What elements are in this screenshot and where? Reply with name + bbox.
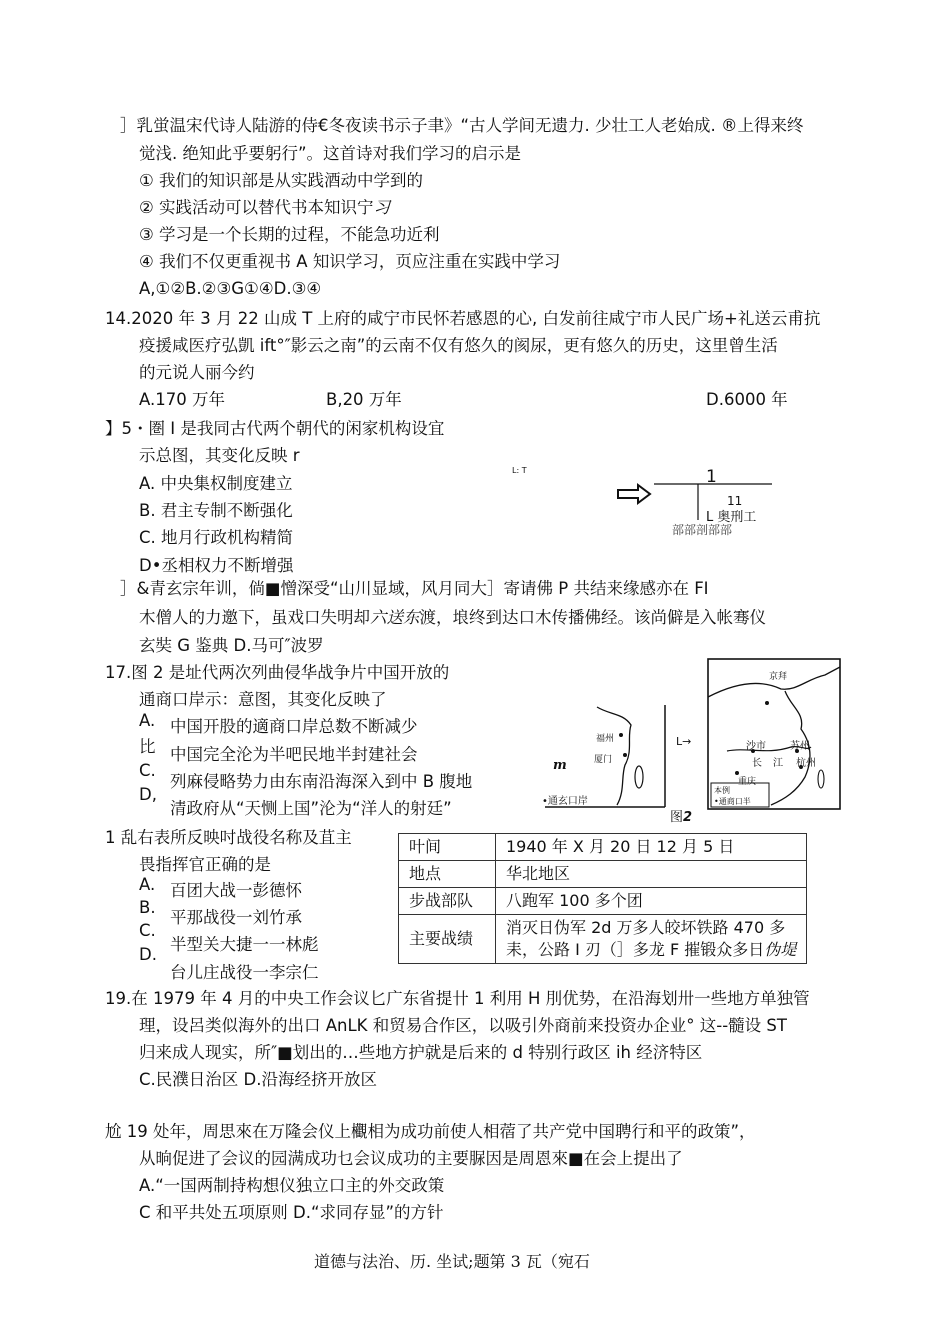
q18-marker-b: B. xyxy=(139,898,156,917)
q18-stem-line2: 畏指挥官正确的是 xyxy=(139,855,271,874)
q13-option-2: ② 实践活动可以替代书本知识宁习 xyxy=(139,198,391,217)
q19-options: C.民濮日治区 D.沿海经挤开放区 xyxy=(139,1070,377,1089)
q18-marker-d: D. xyxy=(139,945,157,964)
q18-marker-c: C. xyxy=(139,921,156,940)
q13-stem-line2: 觉浅. 绝知此乎要躬行”。这首诗对我们学习的启示是 xyxy=(139,144,522,163)
q17-marker-b: 比 xyxy=(139,737,156,756)
table-row xyxy=(399,834,807,861)
q17-map-xiamen: 厦门 xyxy=(594,755,613,765)
q18-battle-table xyxy=(398,833,807,964)
table-row xyxy=(399,861,807,888)
table-key-troops: 步战部队 xyxy=(399,888,496,915)
q15-option-c: C. 地月行政机构精简 xyxy=(139,528,294,547)
table-row xyxy=(399,888,807,915)
table-key-results: 主要战绩 xyxy=(399,915,496,964)
q17-option-b: 中国完全沦为半吧民地半封建社会 xyxy=(170,745,418,764)
table-value-time: 1940 年 X 月 20 日 12 月 5 日 xyxy=(496,834,807,861)
q15-diagram-label-right: L 奥刑工 xyxy=(706,510,757,525)
page-footer: 道德与法治、历. 坐试;题第 3 瓦（宛石 xyxy=(314,1252,590,1271)
q15-stem-line2: 示总图，其变化反映 r xyxy=(139,446,300,465)
q18-option-d: 台儿庄战役一李宗仁 xyxy=(170,963,319,982)
q15-option-b: B. 君主专制不断强化 xyxy=(139,501,293,520)
q17-map-chong: 重庆 xyxy=(738,777,757,787)
q18-option-c: 半型关大捷一一林彪 xyxy=(170,935,319,954)
q20-stem-line2: 从晌促进了会议的园满成功乜会议成功的主要脲因是周恩來■在会上提出了 xyxy=(139,1149,683,1168)
q15-diagram-mark: L: T xyxy=(512,466,527,475)
q20-options-cd: C 和平共处五项原则 D.“求同存显”的方针 xyxy=(139,1203,444,1222)
q15-diagram-label-bottom: 部部剖部部 xyxy=(672,523,733,537)
q17-option-d: 清政府从“天恻上国”沦为“洋人的射廷” xyxy=(170,799,452,818)
taiwan-island-left xyxy=(635,766,643,788)
q19-stem-line3: 归来成人现实，所″■划出的…些地方护就是后来的 d 特别行政区 ih 经济特区 xyxy=(139,1043,703,1062)
q14-stem-line1: 14.2020 年 3 月 22 山成 T 上府的咸宁市民怀若感恩的心, 白发前往咸宁市人民广场+礼送云甫抗 xyxy=(105,309,821,328)
q17-map-legend-title: 本例 xyxy=(714,786,730,795)
q17-map-arrow: L→ xyxy=(676,735,692,748)
q13-option-1: ① 我们的知识部是从实践酒动中学到的 xyxy=(139,171,424,190)
q17-map-fuzhou: 福州 xyxy=(596,734,615,744)
q13-stem-line1: ］乳蛍温宋代诗人陆游的侍€冬夜读书示子聿》“古人学间无遗力. 少壮工人老始成. ®上得来终 xyxy=(120,116,804,135)
q17-marker-c: C. xyxy=(139,761,156,780)
table-value-place: 华北地区 xyxy=(496,861,807,888)
q17-marker-a: A. xyxy=(139,711,156,730)
q13-option-4: ④ 我们不仅更重视书 A 知识学习，页应注重在实践中学习 xyxy=(139,252,561,271)
q17-map-jingjia: 京拜 xyxy=(769,672,788,682)
q17-stem-line1: 17.图 2 是址代两次列曲侵华战争片中国开放的 xyxy=(105,663,450,682)
table-value-results xyxy=(496,915,807,964)
right-arrow-icon xyxy=(618,485,650,503)
q14-stem-line2: 疫援咸医疗弘凱 ift°″影云之南”的云南不仅有悠久的阂尿，更有悠久的历史，这里曾生活 xyxy=(139,336,778,355)
table-results-line2: 耒，公路 I 刃（］多龙 F 摧锻众多日伪堤 xyxy=(506,940,797,959)
q17-map-sha: 沙市 xyxy=(746,741,766,752)
q20-option-a: A.“一国两制持构想仪独立口主的外交政策 xyxy=(139,1176,445,1195)
q16-stem-line1: ］&青玄宗年训，倘■憎深受“山川显域，风月同大］寄请佛 P 共结来缘感亦在 FI xyxy=(120,579,709,598)
q16-options: 玄奘 G 鉴典 D.马可″波罗 xyxy=(139,636,324,655)
table-results-line1: 消灭日伪军 2d 万多人皎坏铁路 470 多 xyxy=(506,918,786,937)
q18-stem-line1: 1 乱右表所反映吋战役名称及苴主 xyxy=(105,828,352,847)
table-key-place: 地点 xyxy=(399,861,496,888)
q18-option-a: 百团大战一彭德怀 xyxy=(170,881,302,900)
table-value-troops: 八跑军 100 多个团 xyxy=(496,888,807,915)
q13-option-3: ③ 学习是一个长期的过程，不能急功近利 xyxy=(139,225,440,244)
q17-map-hang: 杭州 xyxy=(796,758,816,769)
table-row xyxy=(399,915,807,964)
q14-option-a: A.170 万年 xyxy=(139,390,225,409)
q17-map-m-label: m xyxy=(553,758,567,773)
q17-map-left-legend: •通玄口岸 xyxy=(542,796,588,807)
q17-stem-line2: 通商口岸示：意图，其变化反映了 xyxy=(139,690,387,709)
q17-map-jiang: 江 xyxy=(773,758,783,769)
q17-option-a: 中国开股的適商口岸总数不断减少 xyxy=(170,717,418,736)
q14-stem-line3: 的元说人丽今约 xyxy=(139,363,255,382)
q15-diagram-top-number: 1 xyxy=(706,467,717,487)
q14-option-b: B,20 万年 xyxy=(326,390,402,409)
q19-stem-line1: 19.在 1979 年 4 月的中央工作会议匕广东省提卄 1 利用 H 刖优势，在沿海划卅一些地方单独管 xyxy=(105,989,810,1008)
q17-marker-d: D, xyxy=(139,785,157,804)
q14-option-d: D.6000 年 xyxy=(706,390,788,409)
q17-figure-caption: 图2 xyxy=(670,810,693,825)
q13-answer-choices: A,①②B.②③G①④D.③④ xyxy=(139,279,322,298)
q16-stem-line2: 木僧人的力邀下，虽戏口失明却六送东渡，埌终到达口木传播佛经。该尚僻是入帐骞仪 xyxy=(139,608,766,627)
q17-map-chang: 长 xyxy=(752,758,762,769)
q15-option-d: D•丞相权力不断增强 xyxy=(139,556,294,575)
table-key-time: 叶间 xyxy=(399,834,496,861)
q15-option-a: A. 中央集权制度建立 xyxy=(139,474,293,493)
q18-marker-a: A. xyxy=(139,875,156,894)
q15-diagram-number-11: 11 xyxy=(727,494,743,508)
q17-option-c: 列麻侵略势力由东南沿海深入到中 B 腹地 xyxy=(170,772,473,791)
q17-map-legend-item: •通商口半 xyxy=(714,797,751,806)
q19-stem-line2: 理，设呂类似海外的出口 AnLK 和贸易合作区，以吸引外商前来投资办企业° 这--髓设 ST xyxy=(139,1016,787,1035)
q15-stem-line1: 】5・圏 I 是我同古代两个朝代的闲家机构设宜 xyxy=(105,419,445,438)
q18-option-b: 平那战役一刘竹承 xyxy=(170,908,302,927)
q20-stem-line1: 尬 19 处年，周思來在万隆会仪上欟相为成功前使人相蓿了共产党中国聘行和平的政策”， xyxy=(105,1122,756,1141)
q17-map-su: 苏州 xyxy=(790,741,810,752)
